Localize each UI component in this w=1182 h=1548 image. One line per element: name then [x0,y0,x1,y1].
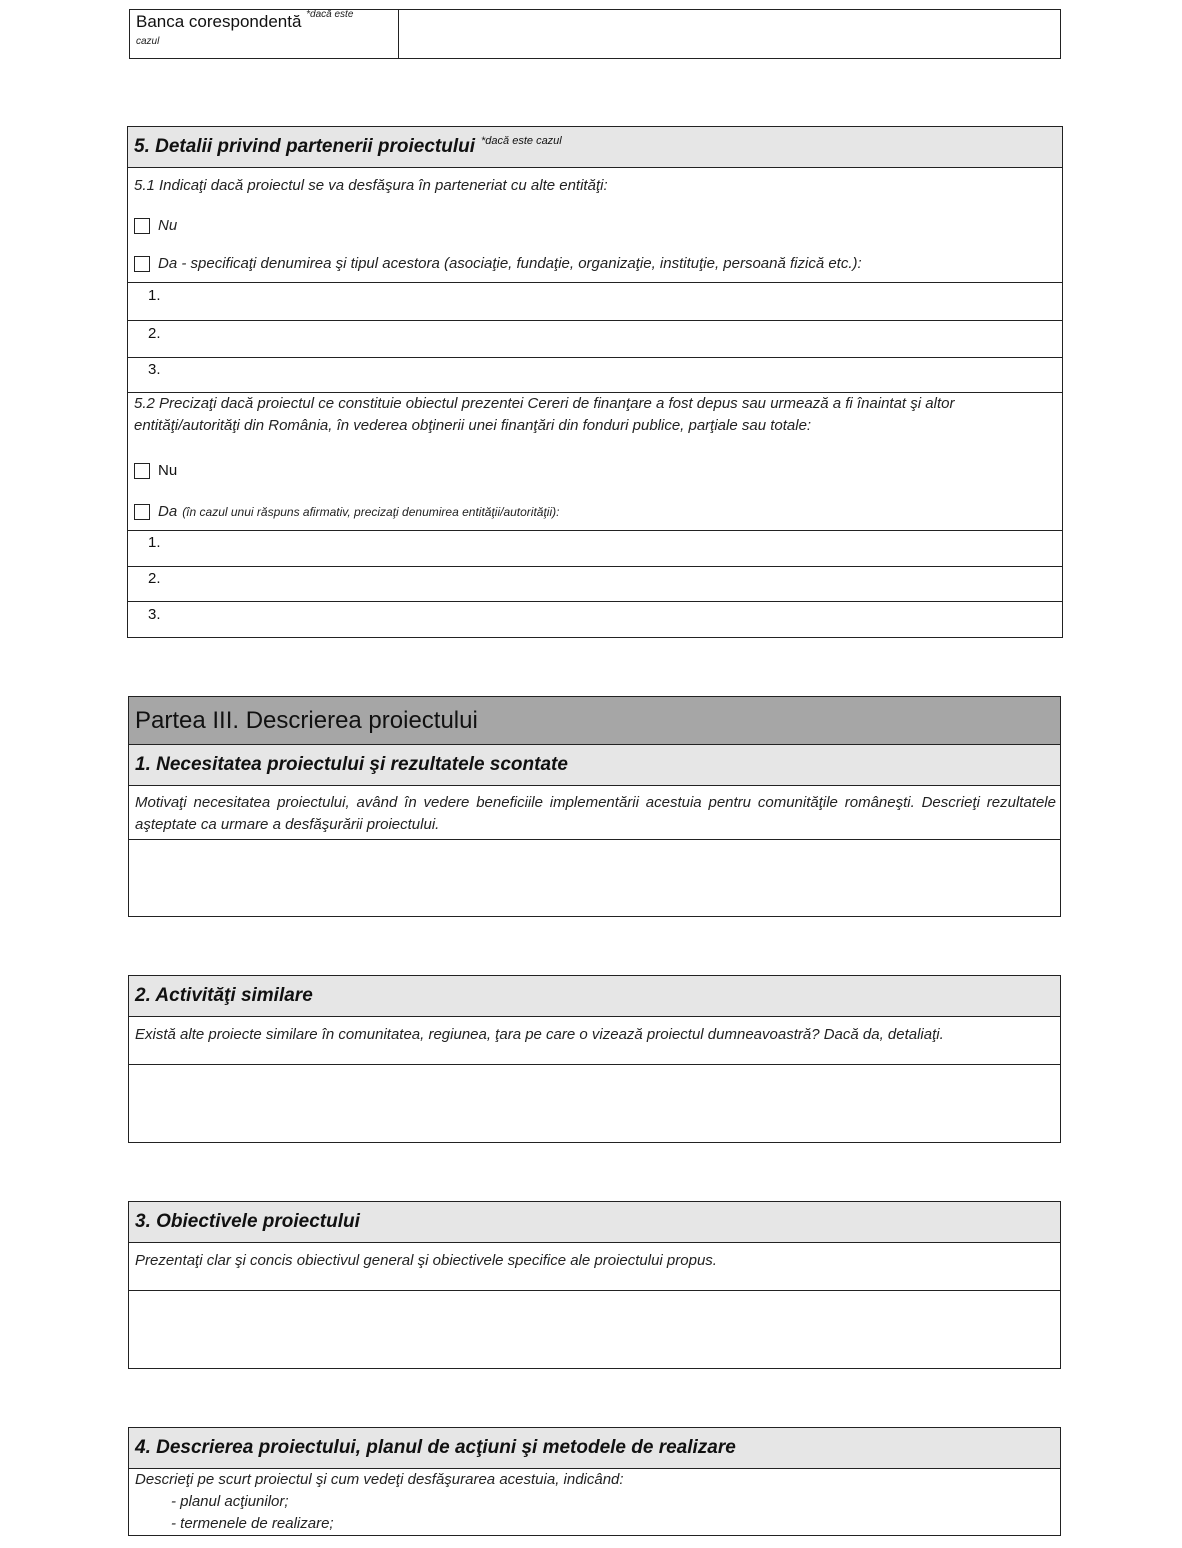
s4-header [129,1428,1060,1469]
part3-title: Partea III. Descrierea proiectului [135,706,478,734]
q52-text-line1: 5.2 Precizaţi dacă proiectul ce constituie obiectul prezentei Cereri de finanţare a fost depus sau urmează a fi înaintat şi altor [134,395,955,412]
s4-item-1: - planul acţiunilor; [171,1493,289,1510]
s3-text: Prezentaţi clar şi concis obiectivul general şi obiectivele specifice ale proiectului propus. [135,1252,717,1269]
q52-da-checkbox[interactable] [134,504,150,520]
q51-rows-top [128,282,1062,283]
s3-title: 3. Obiectivele proiectului [135,1211,360,1232]
s4-text: Descrieţi pe scurt proiectul şi cum vedeţi desfăşurarea acestuia, indicând: [135,1471,624,1488]
q51-row-2[interactable]: 2. [148,325,161,342]
q51-da-label: Da - specificaţi denumirea şi tipul acestora (asociaţie, fundaţie, organizaţie, instituţie, persoană fizică etc.): [158,255,862,272]
part3-section1-table [128,696,1061,917]
section5-header [128,127,1062,168]
s2-header [129,976,1060,1017]
s3-header [129,1202,1060,1243]
q52-da-note: (în cazul unui răspuns afirmativ, precizaţi denumirea entităţii/autorităţii): [182,504,560,519]
section5-title-note: *dacă este cazul [481,135,562,147]
part3-header [129,697,1060,745]
section5-table [127,126,1063,638]
s4-title: 4. Descrierea proiectului, planul de acţiuni şi metodele de realizare [135,1437,736,1458]
q51-da-checkbox[interactable] [134,256,150,272]
q52-rows-top [128,530,1062,531]
s2-text: Există alte proiecte similare în comunitatea, regiunea, ţara pe care o vizează proiectul dumneavoastră? Dacă da, detaliaţi. [135,1026,944,1043]
q51-row-3[interactable]: 3. [148,361,161,378]
s4-item-2: - termenele de realizare; [171,1515,334,1532]
q51-option-nu [134,217,177,234]
q52-option-da [134,503,559,520]
q52-row-sep-2 [128,601,1062,602]
s1-header [129,745,1060,786]
section5-title: 5. Detalii privind partenerii proiectului [134,136,476,157]
q52-da-prefix: Da [158,503,178,520]
q51-row-sep-1 [128,320,1062,321]
q52-row-2[interactable]: 2. [148,570,161,587]
s2-title: 2. Activităţi similare [135,985,313,1006]
q51-row-1[interactable]: 1. [148,287,161,304]
bank-table [129,9,1061,59]
s3-table [128,1201,1061,1369]
q51-rows-bottom [128,392,1062,393]
q52-row-1[interactable]: 1. [148,534,161,551]
q52-nu-checkbox[interactable] [134,463,150,479]
q51-nu-checkbox[interactable] [134,218,150,234]
s3-answer-top [129,1290,1060,1291]
q51-option-da [134,255,862,272]
s1-answer-field[interactable] [129,841,1060,916]
q51-text: 5.1 Indicaţi dacă proiectul se va desfăşura în parteneriat cu alte entităţi: [134,177,608,194]
s2-table [128,975,1061,1143]
s1-text: Motivaţi necesitatea proiectului, având în vedere beneficiile implementării acestuia pentru comunităţile româneşti. Descrieţi rezultatele aşteptate ca urmare a desfăşurării proiectului. [135,794,1056,833]
q51-nu-label: Nu [158,217,178,234]
bank-note-1: *dacă este [306,9,354,21]
q52-text-line2: entităţi/autorităţi din România, în vederea obţinerii unei finanţări din fonduri publice, parţiale sau totale: [134,417,812,434]
q52-nu-label: Nu [158,462,178,479]
bank-label: Banca corespondentă $^{*dacă este}$ [136,9,354,31]
q52-row-3[interactable]: 3. [148,606,161,623]
bank-note-2: cazul [136,36,160,47]
bank-table-divider [398,10,399,58]
s1-answer-top [129,839,1060,840]
s4-table [128,1427,1061,1536]
q52-row-sep-1 [128,566,1062,567]
s1-title: 1. Necesitatea proiectului şi rezultatele scontate [135,754,568,775]
s3-answer-field[interactable] [129,1292,1060,1368]
q52-option-nu [134,462,177,479]
bank-value-field[interactable] [400,10,1060,58]
s2-answer-top [129,1064,1060,1065]
s2-answer-field[interactable] [129,1066,1060,1142]
q51-row-sep-2 [128,357,1062,358]
